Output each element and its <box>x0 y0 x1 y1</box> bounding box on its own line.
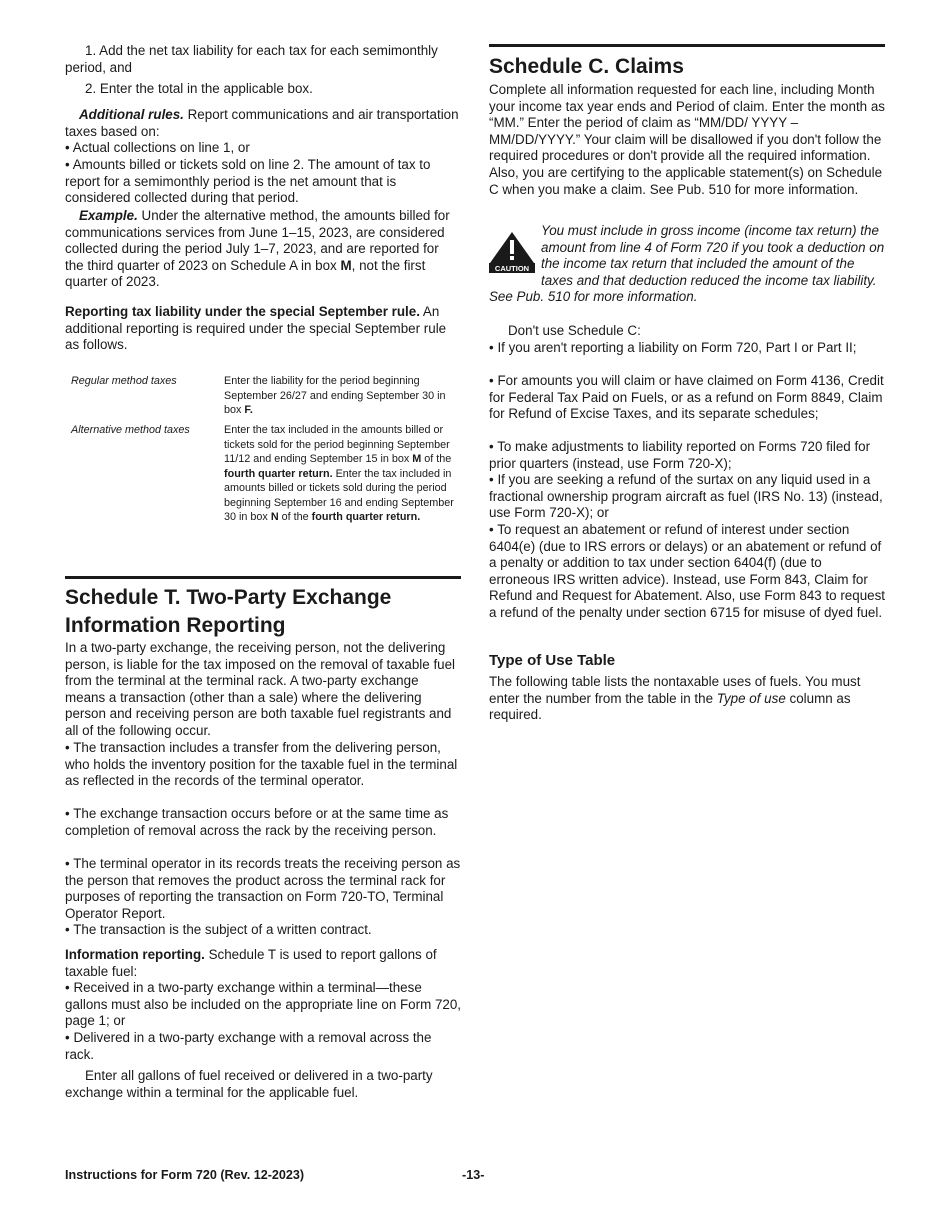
bullet: • <box>489 373 494 388</box>
bullet: • <box>489 439 494 454</box>
type-text-b: column as required. <box>489 690 851 723</box>
r2-box1: M <box>412 453 422 465</box>
example-text-b: , not the first quarter of 2023. <box>65 257 426 290</box>
r2-bold1: fourth quarter return. <box>224 467 333 480</box>
additional-bullet-2 <box>65 157 461 207</box>
additional-rules-text: Report communications and air transportation taxes based on: <box>65 107 459 139</box>
information-reporting-text: Schedule T is used to report gallons of taxable fuel: <box>65 947 437 979</box>
step-1-text: Add the net tax liability for each tax for each semimonthly period, and <box>65 43 438 75</box>
type-of-use-title: Type of Use Table <box>489 652 616 669</box>
footer-page-number: -13- <box>462 1168 485 1182</box>
table-cell-text <box>224 374 456 418</box>
caution-dot <box>510 256 514 260</box>
r2-a: Enter the tax included in the amounts billed or tickets sold for the period beginning September 11/12 and ending September 15 in box <box>224 424 450 465</box>
footer-form-title: Instructions for Form 720 (Rev. 12-2023) <box>65 1168 305 1182</box>
bullet: • <box>65 922 70 937</box>
r1-box: F. <box>244 404 253 416</box>
caution-note <box>489 223 885 306</box>
bullet-text: The exchange transaction occurs before or at the same time as completion of removal across the rack by the receiving person. <box>65 806 449 838</box>
type-text-a: The following table lists the nontaxable uses of fuels. You must enter the number from the table in the <box>489 674 861 706</box>
bullet-text: The transaction includes a transfer from the delivering person, who holds the inventory position for the taxable fuel in the terminal as reflected in the records of the terminal operator. <box>65 740 458 789</box>
additional-bullet-1 <box>65 140 461 157</box>
r2-bold2: fourth quarter return. <box>311 511 421 523</box>
bullet: • <box>65 157 70 172</box>
bullet-text: For amounts you will claim or have claimed on Form 4136, Credit for Federal Tax Paid on Fuels, or as a refund on Form 8849, Claim for Refund of Excise Taxes, and its separate schedules; <box>489 373 884 422</box>
caution-icon <box>489 231 535 273</box>
information-reporting-label: Information reporting. <box>65 947 205 962</box>
bullet-text: Received in a two-party exchange within a terminal—these gallons must also be included on the appropriate line on Form 720, page 1; or <box>65 980 462 1029</box>
step-2-num: 2. <box>85 81 97 96</box>
september-rule <box>65 304 461 354</box>
schedule-t-bullet-2 <box>65 806 461 839</box>
caution-exclamation <box>510 240 514 254</box>
step-2-text: Enter the total in the applicable box. <box>99 81 313 96</box>
schedule-t-title: Schedule T. Two-Party Exchange Information Reporting <box>65 586 392 637</box>
section-rule <box>489 44 885 47</box>
bullet: • <box>65 140 70 155</box>
schedule-c-title: Schedule C. Claims <box>489 55 684 78</box>
additional-bullet-1-text: Actual collections on line 1, or <box>72 140 250 155</box>
example-label: Example. <box>79 208 138 223</box>
type-of-use-text <box>489 674 885 724</box>
bullet-text: To request an abatement or refund of interest under section 6404(e) (due to IRS errors or delays) or an abatement or refund of a penalty or addition to tax under section 6404(f) (due to erroneous IRS written advice). Instead, use Form 843, Claim for Refund and Request for Abatement. Also, use Form 843 to request a refund of the penalty under section 6715 for misuse of dyed fuel. <box>489 522 886 620</box>
info-bullet-2 <box>65 1030 461 1063</box>
bullet: • <box>65 856 70 871</box>
example-text-a: Under the alternative method, the amounts billed for communications services from June 1–15, 2023, are considered collected during the period July 1–7, 2023, and are reported for the third quarter of 2023 on Schedule A in box <box>65 208 450 273</box>
example-box: M <box>340 257 352 273</box>
bullet-text: To make adjustments to liability reported on Forms 720 filed for prior quarters (instead, use Form 720-X); <box>489 439 871 471</box>
bullet: • <box>65 806 70 821</box>
r2-box2: N <box>270 511 279 523</box>
table-cell-label: Regular method taxes <box>71 375 177 387</box>
step-1 <box>65 43 461 76</box>
r2-b: of the <box>424 453 452 465</box>
dont-bullet-4 <box>489 472 885 522</box>
additional-rules-label: Additional rules. <box>79 107 184 122</box>
type-text-italic: Type of use <box>716 690 786 706</box>
bullet: • <box>65 980 70 995</box>
september-heading: Reporting tax liability under the special September rule. <box>65 304 420 319</box>
info-closing: Enter all gallons of fuel received or delivered in a two-party exchange within a terminal for the applicable fuel. <box>65 1068 433 1100</box>
schedule-t-intro: In a two-party exchange, the receiving person, not the delivering person, is liable for the tax imposed on the removal of taxable fuel from the terminal at the terminal rack. A two-party exchange means a transaction (other than a sale) where the delivering person and receiving person are both taxable fuel registrants and all of the following occur. <box>65 640 456 738</box>
dont-bullet-1 <box>489 340 885 357</box>
r2-c: Enter the tax included in amounts billed or tickets sold during the period beginning September 16 and ending September 30 in box <box>224 467 454 523</box>
september-text: An additional reporting is required under the special September rule as follows. <box>65 304 447 353</box>
schedule-t-bullet-4 <box>65 922 461 939</box>
bullet-text: The transaction is the subject of a written contract. <box>73 922 372 937</box>
caution-text: You must include in gross income (income tax return) the amount from line 4 of Form 720 if you took a deduction on the income tax return that included the amount of the taxes and that deduction reduced the income tax liability. See Pub. 510 for more information. <box>489 223 885 305</box>
dont-bullet-5 <box>489 522 885 622</box>
schedule-t-bullet-1 <box>65 740 461 790</box>
r2-d: of the <box>281 511 309 523</box>
dont-use-intro: Don't use Schedule C: <box>508 323 641 338</box>
additional-bullet-2-text: Amounts billed or tickets sold on line 2. The amount of tax to report for a semimonthly period is the net amount that is considered collected during that period. <box>65 157 431 206</box>
schedule-t-bullet-3 <box>65 856 461 922</box>
info-bullet-1 <box>65 980 461 1030</box>
bullet: • <box>489 522 494 537</box>
dont-bullet-3 <box>489 439 885 472</box>
r1-text: Enter the liability for the period beginning September 26/27 and ending September 30 in box <box>224 375 446 416</box>
bullet-text: If you aren't reporting a liability on Form 720, Part I or Part II; <box>497 340 857 355</box>
example-paragraph <box>65 208 461 291</box>
bullet-text: Delivered in a two-party exchange with a removal across the rack. <box>65 1030 432 1062</box>
step-2 <box>65 81 461 98</box>
bullet: • <box>489 472 494 487</box>
bullet: • <box>489 340 494 355</box>
table-cell-label: Alternative method taxes <box>71 424 190 436</box>
step-1-num: 1. <box>85 43 97 58</box>
bullet-text: If you are seeking a refund of the surtax on any liquid used in a fractional ownership program aircraft as fuel (IRS No. 13) (instead, use Form 720-X); or <box>489 472 883 521</box>
bullet-text: The terminal operator in its records treats the receiving person as the person that removes the product across the terminal rack for purposes of reporting the transaction on Form 720-TO, Terminal Operator Report. <box>65 856 461 921</box>
additional-rules <box>65 107 461 140</box>
bullet: • <box>65 740 70 755</box>
information-reporting <box>65 947 461 980</box>
section-rule <box>65 576 461 579</box>
schedule-c-intro: Complete all information requested for each line, including Month your income tax year ends and Period of claim. Enter the month as “MM.” Enter the period of claim as “MM/DD/ YYYY – MM/DD/YYYY.” Your claim will be disallowed if you don't follow the required procedures or don't provide all the required information. Also, you are certifying to the applicable statement(s) on Schedule C when you make a claim. See Pub. 510 for more information. <box>489 82 885 197</box>
caution-word: CAUTION <box>494 264 530 273</box>
dont-bullet-2 <box>489 373 885 423</box>
table-cell-text <box>224 423 456 525</box>
bullet: • <box>65 1030 70 1045</box>
